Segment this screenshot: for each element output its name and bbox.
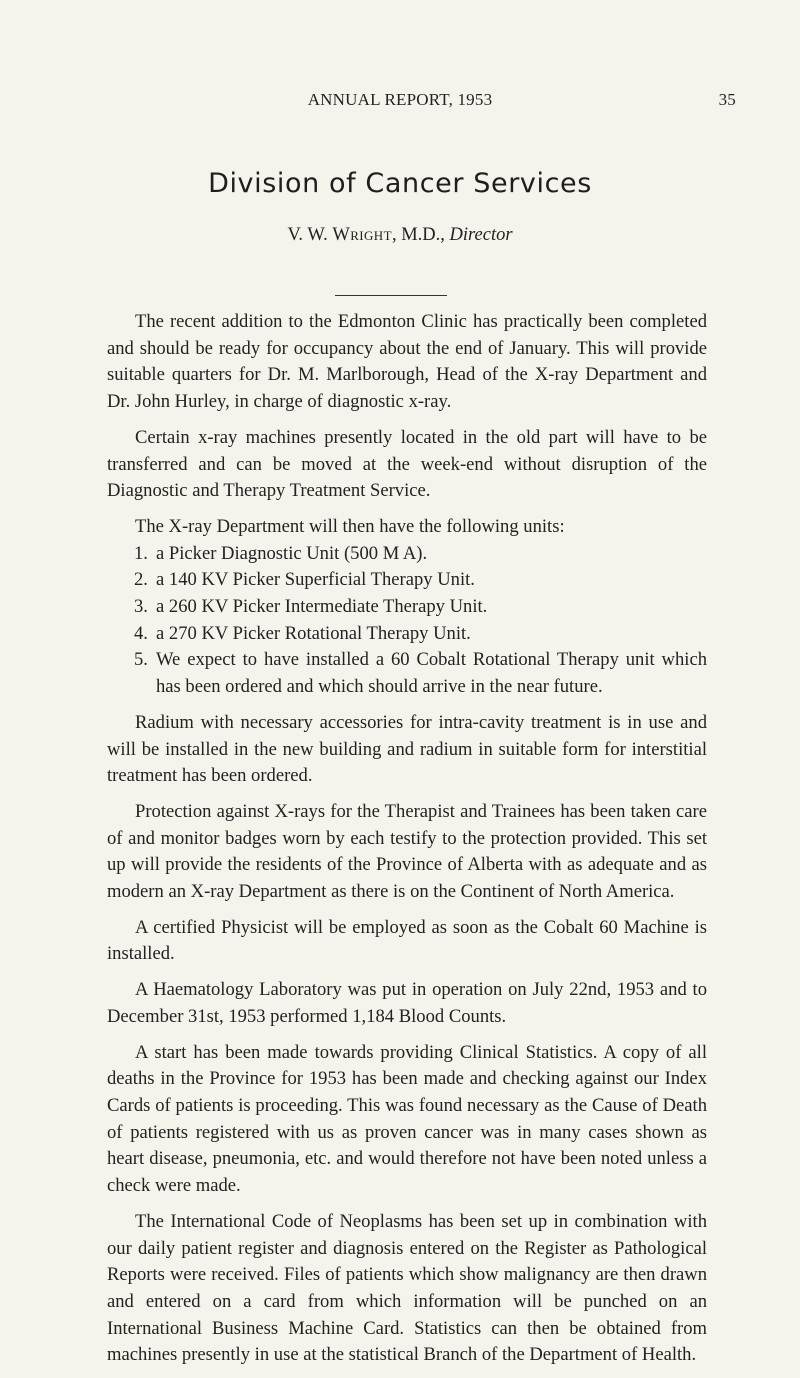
paragraph-units-intro: The X-ray Department will then have the following units: (135, 515, 565, 537)
list-item-text: a 260 KV Picker Intermediate Therapy Unit. (156, 596, 488, 618)
running-title: ANNUAL REPORT, 1953 (307, 90, 493, 109)
director-name (287, 225, 392, 245)
list-item (107, 594, 707, 621)
paragraph-neoplasms-code: The International Code of Neoplasms has been set up in combination with our daily patient register and diagnosis entered on the Register as Pathological Reports were received. Files of patients which show malignancy are then drawn and entered on a card from which information will be punched on an International Business Machine Card. Statistics can then be obtained from machines presently in use at the statistical Branch of the Department of Health. (107, 1210, 707, 1366)
list-item-text: a 140 KV Picker Superficial Therapy Unit. (156, 569, 475, 591)
list-item-text: a 270 KV Picker Rotational Therapy Unit. (156, 622, 471, 644)
paragraph-edmonton-clinic: The recent addition to the Edmonton Clinic has practically been completed and should be ready for occupancy about the end of January. This will provide suitable quarters for Dr. M. Marlborough, Head of the X-ray Department and Dr. John Hurley, in charge of diagnostic x-ray. (107, 311, 707, 413)
section-divider (335, 295, 447, 296)
list-item (107, 647, 707, 700)
report-body (107, 309, 707, 1378)
director-line (0, 225, 800, 246)
paragraph-protection: Protection against X-rays for the Therapist and Trainees has been taken care of and monitor badges worn by each testify to the protection provided. This set up will provide the residents of the Province of Alberta with as adequate and as modern an X-ray Department as there is on the Continent of North America. (107, 800, 707, 903)
list-item (107, 567, 707, 594)
list-item-text: We expect to have installed a 60 Cobalt Rotational Therapy unit which has been ordered and which should arrive in the near future. (156, 649, 707, 698)
list-item-number: 1. (134, 542, 148, 564)
paragraph-radium: Radium with necessary accessories for intra-cavity treatment is in use and will be installed in the new building and radium in suitable form for interstitial treatment has been ordered. (107, 711, 707, 787)
list-item (107, 621, 707, 648)
list-item-text: a Picker Diagnostic Unit (500 M A). (156, 542, 428, 564)
paragraph-haematology: A Haematology Laboratory was put in operation on July 22nd, 1953 and to December 31st, 1953 performed 1,184 Blood Counts. (107, 979, 707, 1027)
list-item-number: 2. (134, 569, 148, 591)
paragraph-physicist: A certified Physicist will be employed as soon as the Cobalt 60 Machine is installed. (107, 916, 707, 965)
page-number: 35 (718, 90, 736, 109)
director-surname: Wright (332, 225, 392, 245)
director-initials: V. W. (287, 225, 333, 245)
director-role: Director (449, 225, 513, 245)
director-degree: , M.D., (391, 225, 450, 245)
list-item-number: 5. (134, 649, 148, 671)
running-header (0, 90, 800, 112)
paragraph-clinical-statistics: A start has been made towards providing Clinical Statistics. A copy of all deaths in the Province for 1953 has been made and checking against our Index Cards of patients is proceeding. This was found necessary as the Cause of Death of patients registered with us as proven cancer was in many cases shown as heart disease, pneumonia, etc. and would therefore not have been noted unless a check were made. (107, 1041, 707, 1197)
paragraph-xray-machines: Certain x-ray machines presently located in the old part will have to be transferred and can be moved at the week-end without disruption of the Diagnostic and Therapy Treatment Service. (107, 426, 707, 502)
division-title: Division of Cancer Services (208, 168, 592, 199)
list-item-number: 3. (134, 596, 148, 618)
units-list (107, 541, 707, 701)
list-item (107, 541, 707, 568)
list-item-number: 4. (134, 622, 148, 644)
